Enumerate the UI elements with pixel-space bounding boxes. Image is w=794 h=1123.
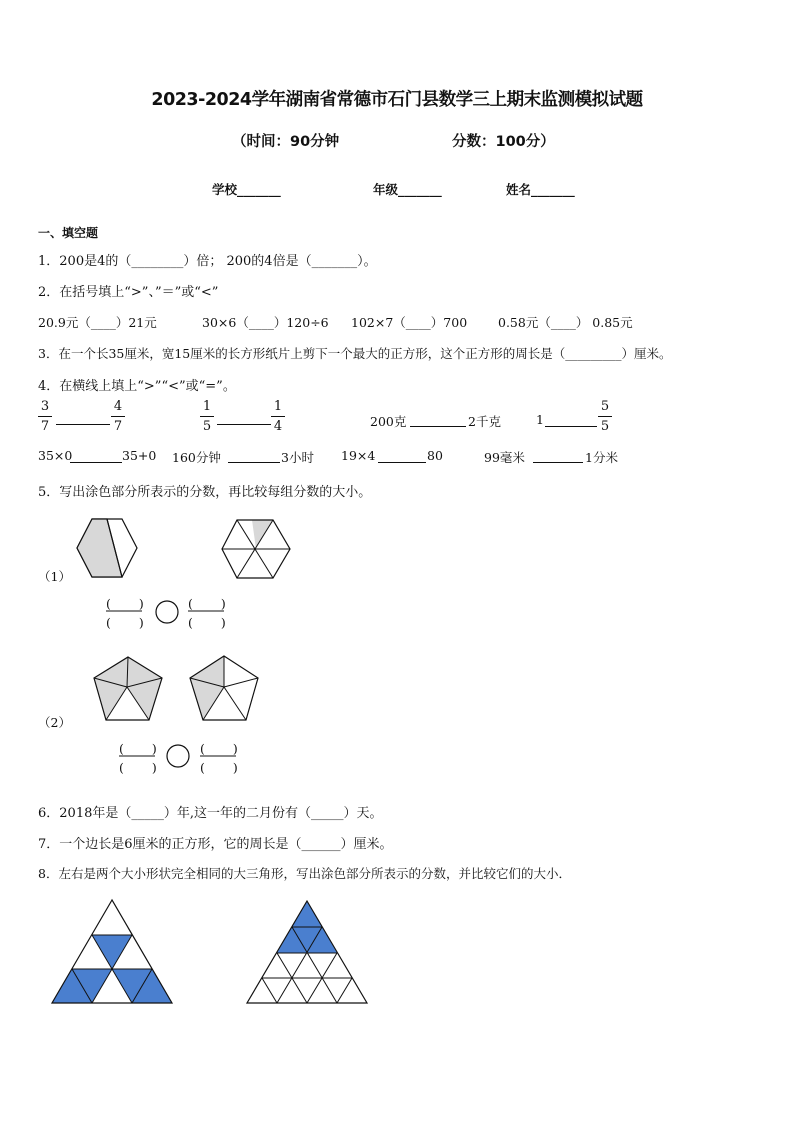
q4-row2-r1: 35+0: [122, 448, 157, 463]
q4-row2-r4: 1分米: [585, 450, 618, 465]
whole-one: 1: [536, 412, 544, 427]
fraction-3-7: 3 7: [38, 398, 52, 435]
q4-row2-r3: 80: [427, 448, 443, 463]
q5-label-2: （2）: [38, 715, 71, 730]
q2-item-3: 102×7（____）700: [351, 315, 468, 330]
mass-left: 200克: [370, 414, 407, 429]
section-heading: 一、填空题: [38, 226, 99, 240]
name-field: 姓名_______: [506, 182, 575, 197]
frac-blank-num[interactable]: ( ): [119, 741, 158, 756]
question-2: 2．在括号填上“>”、”＝”或“<”: [38, 285, 219, 300]
question-4: 4．在横线上填上“>”“<”或“=”。: [38, 379, 236, 394]
question-3: 3．在一个长35厘米，宽15厘米的长方形纸片上剪下一个最大的正方形，这个正方形的周长是（_________）厘米。: [38, 346, 672, 361]
school-field: 学校_______: [212, 182, 281, 197]
q5-label-1: （1）: [38, 569, 71, 584]
triangle-figure-1: [52, 900, 172, 1003]
compare-circle-2[interactable]: [167, 745, 189, 767]
fraction-4-7: 4 7: [111, 398, 125, 435]
hexagon-1: [77, 519, 137, 577]
frac-blank-num[interactable]: ( ): [188, 596, 227, 611]
hexagon-2: [222, 520, 290, 578]
frac-blank-num[interactable]: ( ): [106, 596, 145, 611]
q4-row2-l1: 35×0: [38, 448, 73, 463]
q2-item-1: 20.9元（____）21元: [38, 315, 157, 330]
page-title: 2023-2024学年湖南省常德市石门县数学三上期末监测模拟试题: [151, 90, 643, 110]
grade-field: 年级_______: [373, 182, 442, 197]
frac-blank-den[interactable]: ( ): [200, 760, 239, 775]
exam-score: 分数：100分）: [452, 134, 555, 150]
question-5: 5．写出涂色部分所表示的分数，再比较每组分数的大小。: [38, 485, 372, 500]
mass-right: 2千克: [468, 414, 501, 429]
fraction-1-4: 1 4: [271, 398, 285, 435]
hexagon-1-shaded: [77, 519, 122, 577]
q4-row2-l2: 160分钟: [172, 450, 221, 465]
q2-item-2: 30×6（____）120÷6: [202, 315, 329, 330]
exam-time: （时间：90分钟: [232, 134, 340, 150]
question-8: 8．左右是两个大小形状完全相同的大三角形，写出涂色部分所表示的分数，并比较它们的大小．: [38, 866, 571, 881]
fraction-5-5: 5 5: [598, 398, 612, 435]
triangle-figure-2: [247, 901, 367, 1003]
q2-item-4: 0.58元（____） 0.85元: [498, 315, 633, 330]
q4-row2-l4: 99毫米: [484, 450, 525, 465]
frac-blank-den[interactable]: ( ): [106, 615, 145, 630]
frac-blank-den[interactable]: ( ): [119, 760, 158, 775]
compare-circle-1[interactable]: [156, 601, 178, 623]
question-7: 7．一个边长是6厘米的正方形，它的周长是（______）厘米。: [38, 837, 393, 852]
question-6: 6．2018年是（_____）年,这一年的二月份有（_____）天。: [38, 806, 383, 821]
frac-blank-den[interactable]: ( ): [188, 615, 227, 630]
q4-row2-l3: 19×4: [341, 448, 376, 463]
q4-row2-r2: 3小时: [281, 450, 314, 465]
frac-blank-num[interactable]: ( ): [200, 741, 239, 756]
pentagon-2: [190, 656, 258, 720]
question-1: 1．200是4的（________）倍； 200的4倍是（_______）。: [38, 254, 377, 269]
fraction-1-5: 1 5: [200, 398, 214, 435]
pentagon-1: [94, 657, 162, 720]
